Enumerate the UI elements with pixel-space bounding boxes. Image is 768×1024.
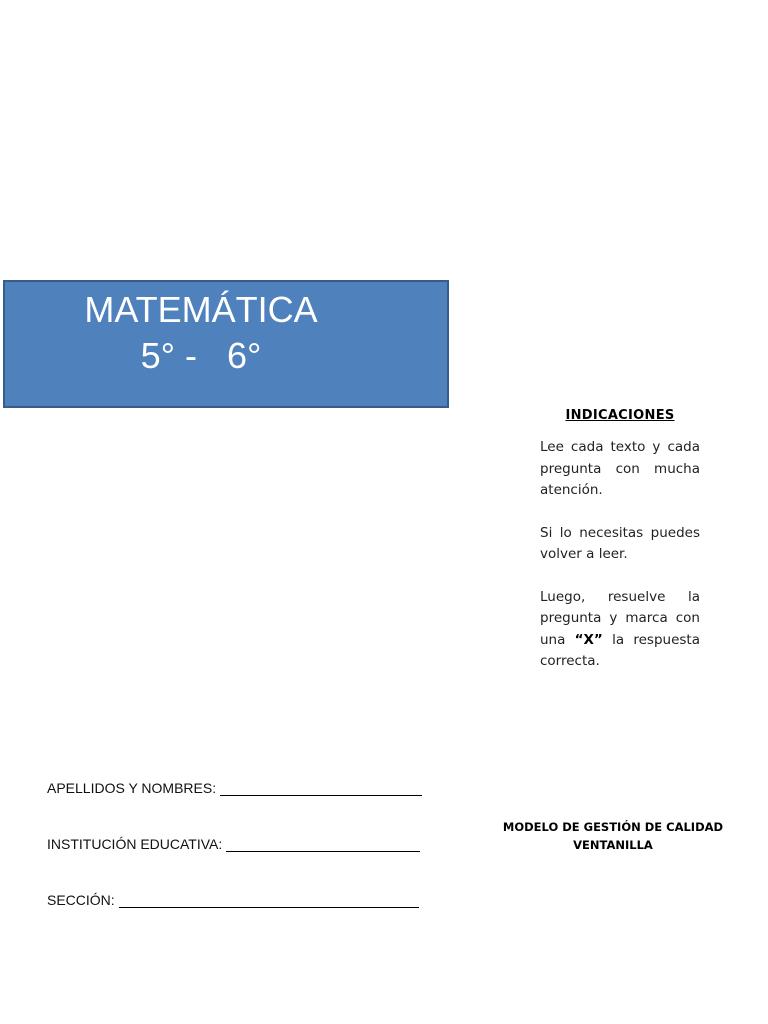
section-input-line[interactable] <box>119 893 419 908</box>
section-field <box>47 892 419 908</box>
institution-label: INSTITUCIÓN EDUCATIVA: <box>47 836 223 852</box>
quality-model-label <box>500 818 726 854</box>
indication-mark-text-after: la respuesta correcta. <box>540 631 700 669</box>
indications-heading: INDICACIONES <box>565 408 675 423</box>
indication-reread: Si lo necesitas puedes volver a leer. <box>540 524 700 562</box>
quality-model-line2: VENTANILLA <box>573 838 653 852</box>
indications-panel <box>540 408 700 694</box>
indication-mark-symbol: “X” <box>574 631 603 648</box>
institution-field <box>47 836 420 852</box>
institution-input-line[interactable] <box>226 837 420 852</box>
title-box <box>3 280 449 408</box>
names-label: APELLIDOS Y NOMBRES: <box>47 780 217 796</box>
names-field <box>47 780 422 796</box>
indication-mark-text-before: Luego, resuelve la pregunta y marca con una <box>540 588 700 648</box>
indication-mark-answer <box>540 587 700 673</box>
indication-read-carefully: Lee cada texto y cada pregunta con mucha atención. <box>540 439 700 498</box>
names-input-line[interactable] <box>220 781 422 796</box>
subject-title: MATEMÁTICA <box>84 289 318 330</box>
quality-model-line1: MODELO DE GESTIÓN DE CALIDAD <box>502 820 724 834</box>
section-label: SECCIÓN: <box>47 892 115 908</box>
grades-title: 5° - 6° <box>140 335 262 376</box>
